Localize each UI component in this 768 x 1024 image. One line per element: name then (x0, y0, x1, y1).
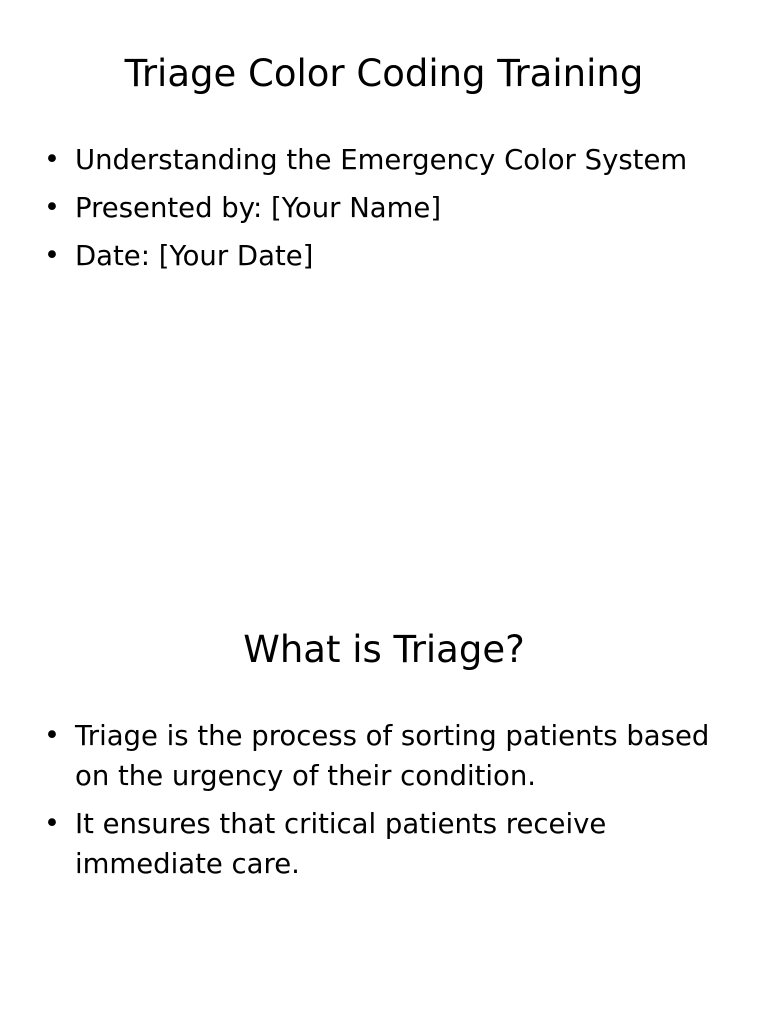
bullet-dot-icon: • (44, 720, 60, 751)
slide-1-bullet-item (44, 236, 724, 276)
slide-2-bullet-text: It ensures that critical patients receive immediate care. (75, 808, 607, 880)
slide-2-bullet-item (44, 716, 724, 796)
bullet-dot-icon: • (44, 192, 60, 223)
slide-2-bullet-text: Triage is the process of sorting patients based on the urgency of their condition. (75, 720, 710, 792)
bullet-dot-icon: • (44, 808, 60, 839)
slide-1-title: Triage Color Coding Training (124, 52, 644, 95)
bullet-dot-icon: • (44, 144, 60, 175)
slide-1-bullet-item (44, 140, 724, 180)
slide-1-bullet-text: Understanding the Emergency Color System (75, 144, 688, 176)
slide-1-bullet-text: Date: [Your Date] (75, 240, 314, 272)
slide-1-bullet-list (44, 140, 724, 284)
slide-2 (0, 576, 768, 1024)
slide-2-title: What is Triage? (243, 628, 525, 671)
bullet-dot-icon: • (44, 240, 60, 271)
slide-1-bullet-text: Presented by: [Your Name] (75, 192, 442, 224)
slide-2-bullet-item (44, 804, 724, 884)
slide-1-bullet-item (44, 188, 724, 228)
slide-2-bullet-list (44, 716, 724, 892)
